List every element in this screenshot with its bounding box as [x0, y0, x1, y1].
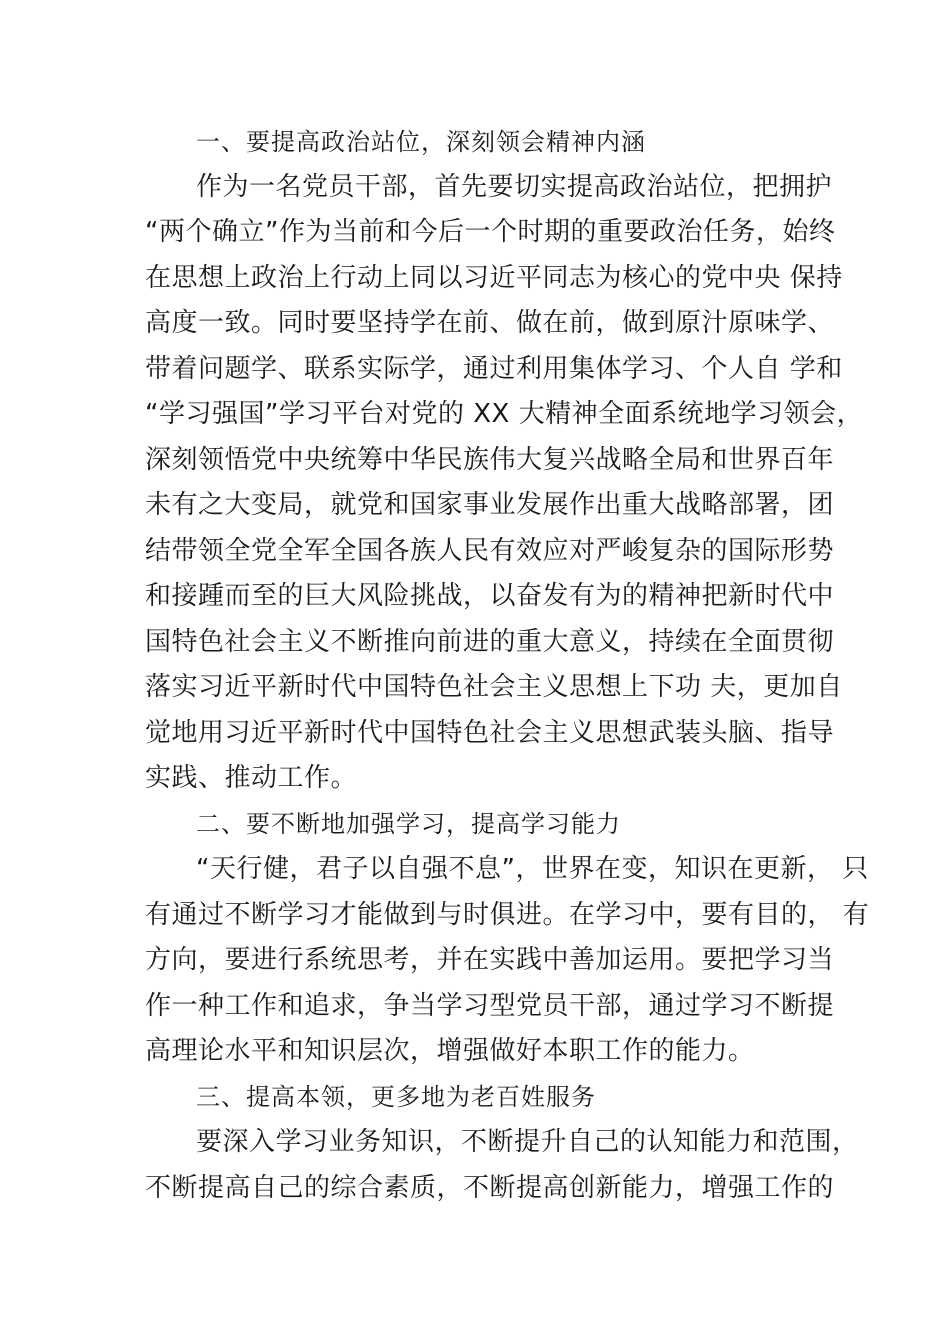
paragraph-line: 实践、推动工作。	[145, 763, 358, 793]
paragraph-line: 高理论水平和知识层次，增强做好本职工作的能力。	[145, 1036, 755, 1066]
paragraph-line: “两个确立”作为当前和今后一个时期的重要政治任务，始终	[145, 217, 836, 247]
paragraph-line: 落实习近平新时代中国特色社会主义思想上下功 夫，更加自	[145, 672, 843, 702]
paragraph-line: 未有之大变局，就党和国家事业发展作出重大战略部署，团	[145, 490, 835, 520]
paragraph-line: 和接踵而至的巨大风险挑战，以奋发有为的精神把新时代中	[145, 581, 835, 611]
paragraph-line: 在思想上政治上行动上同以习近平同志为核心的党中央 保持	[145, 263, 843, 293]
paragraph-line: 有通过不断学习才能做到与时俱进。在学习中，要有目的， 有	[145, 900, 870, 930]
paragraph-line: 要深入学习业务知识，不断提升自己的认知能力和范围，	[196, 1127, 859, 1157]
paragraph-line: 高度一致。同时要坚持学在前、做在前，做到原汁原味学、	[145, 308, 835, 338]
paragraph-line: 作一种工作和追求，争当学习型党员干部，通过学习不断提	[145, 991, 835, 1021]
section-heading-3: 三、提高本领，更多地为老百姓服务	[196, 1083, 596, 1111]
paragraph-line: 深刻领悟党中央统筹中华民族伟大复兴战略全局和世界百年	[145, 445, 835, 475]
paragraph-line: 方向，要进行系统思考，并在实践中善加运用。要把学习当	[145, 945, 835, 975]
paragraph-line: “天行健，君子以自强不息”，世界在变，知识在更新， 只	[196, 854, 869, 884]
paragraph-line: 作为一名党员干部，首先要切实提高政治站位，把拥护	[196, 172, 833, 202]
section-heading-2: 二、要不断地加强学习，提高学习能力	[196, 810, 621, 838]
paragraph-line: 觉地用习近平新时代中国特色社会主义思想武装头脑、指导	[145, 718, 835, 748]
paragraph-line: 不断提高自己的综合素质，不断提高创新能力，增强工作的	[145, 1173, 835, 1203]
paragraph-line: “学习强国”学习平台对党的 XX 大精神全面系统地学习领会，	[145, 399, 864, 429]
paragraph-line: 结带领全党全军全国各族人民有效应对严峻复杂的国际形势	[145, 536, 835, 566]
paragraph-line: 国特色社会主义不断推向前进的重大意义，持续在全面贯彻	[145, 627, 835, 657]
paragraph-line: 带着问题学、联系实际学，通过利用集体学习、个人自 学和	[145, 354, 843, 384]
section-heading-1: 一、要提高政治站位，深刻领会精神内涵	[196, 128, 646, 156]
